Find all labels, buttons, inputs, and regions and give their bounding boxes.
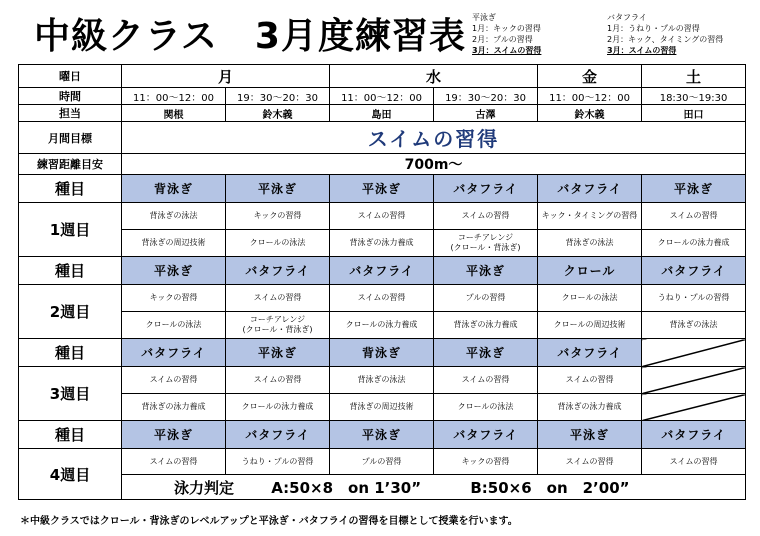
- stroke-label: 種目: [19, 175, 122, 203]
- item-row: [19, 449, 746, 475]
- stroke-cell: 平泳ぎ: [226, 339, 330, 367]
- item-cell: キック・タイミングの習得: [538, 203, 642, 230]
- item-cell: 背泳ぎの泳法: [122, 203, 226, 230]
- item-cell: クロールの泳法: [226, 230, 330, 257]
- coach-cell: 島田: [330, 105, 434, 122]
- item-cell: スイムの習得: [538, 449, 642, 475]
- schedule-table: [18, 64, 746, 500]
- item-cell: スイムの習得: [122, 367, 226, 394]
- stroke-cell: 平泳ぎ: [642, 175, 746, 203]
- goal-label: 月間目標: [19, 122, 122, 154]
- empty-cell: [642, 367, 746, 394]
- coach-cell: 古澤: [434, 105, 538, 122]
- item-cell: スイムの習得: [122, 449, 226, 475]
- stroke-cell: バタフライ: [538, 339, 642, 367]
- stroke-cell: 平泳ぎ: [122, 421, 226, 449]
- stroke-cell: バタフライ: [226, 257, 330, 285]
- legend-item: 1月：キックの習得: [472, 24, 541, 33]
- weekday-label: 曜日: [19, 65, 122, 88]
- item-cell: 背泳ぎの泳法: [538, 230, 642, 257]
- empty-cell: [642, 394, 746, 421]
- item-cell: 背泳ぎの泳法: [642, 312, 746, 339]
- item-cell: コーチアレンジ (クロール・背泳ぎ): [226, 312, 330, 339]
- day-cell: 金: [538, 65, 642, 88]
- item-cell: うねり・プルの習得: [226, 449, 330, 475]
- week-label: 2週目: [19, 285, 122, 339]
- stroke-cell: バタフライ: [642, 421, 746, 449]
- item-cell: スイムの習得: [226, 285, 330, 312]
- legend-title: 平泳ぎ: [472, 13, 496, 22]
- legend-item: 1月：うねり・プルの習得: [607, 24, 700, 33]
- item-cell: クロールの周辺技術: [538, 312, 642, 339]
- stroke-cell: 平泳ぎ: [122, 257, 226, 285]
- item-cell: スイムの習得: [330, 203, 434, 230]
- week-label: 1週目: [19, 203, 122, 257]
- item-cell: クロールの泳法: [434, 394, 538, 421]
- stroke-cell: クロール: [538, 257, 642, 285]
- item-cell: 背泳ぎの泳力養成: [434, 312, 538, 339]
- item-cell: キックの習得: [226, 203, 330, 230]
- stroke-cell: バタフライ: [538, 175, 642, 203]
- time-cell: 19：30～20：30: [434, 88, 538, 105]
- stroke-cell: 平泳ぎ: [538, 421, 642, 449]
- item-cell: うねり・プルの習得: [642, 285, 746, 312]
- time-cell: 11：00～12：00: [538, 88, 642, 105]
- item-cell: 背泳ぎの周辺技術: [330, 394, 434, 421]
- judgement-a: A:50×8 on 1’30”: [271, 478, 422, 497]
- time-row: [19, 88, 746, 105]
- time-cell: 11：00～12：00: [330, 88, 434, 105]
- item-row: [19, 285, 746, 312]
- item-cell: プルの習得: [330, 449, 434, 475]
- stroke-row: [19, 257, 746, 285]
- item-cell: スイムの習得: [642, 449, 746, 475]
- stroke-label: 種目: [19, 257, 122, 285]
- distance-value: 700m～: [122, 154, 746, 175]
- item-cell: コーチアレンジ (クロール・背泳ぎ): [434, 230, 538, 257]
- item-row: [19, 203, 746, 230]
- goal-row: [19, 122, 746, 154]
- swim-judgement: [122, 475, 746, 500]
- stroke-cell: バタフライ: [642, 257, 746, 285]
- time-cell: 18:30～19:30: [642, 88, 746, 105]
- item-row: [19, 230, 746, 257]
- judgement-b: B:50×6 on 2’00”: [470, 478, 630, 497]
- item-cell: プルの習得: [434, 285, 538, 312]
- item-row: [19, 394, 746, 421]
- empty-cell: [642, 339, 746, 367]
- item-cell: 背泳ぎの周辺技術: [122, 230, 226, 257]
- stroke-row: [19, 339, 746, 367]
- time-cell: 19：30～20：30: [226, 88, 330, 105]
- stroke-cell: バタフライ: [122, 339, 226, 367]
- stroke-cell: バタフライ: [434, 421, 538, 449]
- stroke-label: 種目: [19, 421, 122, 449]
- stroke-cell: 平泳ぎ: [330, 175, 434, 203]
- item-cell: クロールの泳力養成: [330, 312, 434, 339]
- item-cell: クロールの泳法: [538, 285, 642, 312]
- stroke-label: 種目: [19, 339, 122, 367]
- stroke-cell: バタフライ: [226, 421, 330, 449]
- stroke-row: [19, 175, 746, 203]
- stroke-cell: 平泳ぎ: [226, 175, 330, 203]
- coach-row: [19, 105, 746, 122]
- item-cell: スイムの習得: [642, 203, 746, 230]
- week-label: 3週目: [19, 367, 122, 421]
- item-cell: クロールの泳力養成: [642, 230, 746, 257]
- legend-title: バタフライ: [607, 13, 647, 22]
- time-cell: 11：00～12：00: [122, 88, 226, 105]
- judgement-row: [19, 475, 746, 500]
- stroke-cell: 平泳ぎ: [434, 339, 538, 367]
- item-row: [19, 367, 746, 394]
- coach-cell: 鈴木義: [538, 105, 642, 122]
- coach-label: 担当: [19, 105, 122, 122]
- item-cell: キックの習得: [434, 449, 538, 475]
- legend-breaststroke: [472, 12, 541, 56]
- stroke-cell: 背泳ぎ: [330, 339, 434, 367]
- page-title: 中級クラス 3月度練習表: [34, 16, 466, 57]
- stroke-cell: 平泳ぎ: [434, 257, 538, 285]
- item-cell: スイムの習得: [226, 367, 330, 394]
- item-cell: 背泳ぎの泳力養成: [330, 230, 434, 257]
- coach-cell: 田口: [642, 105, 746, 122]
- item-cell: スイムの習得: [330, 285, 434, 312]
- legend-butterfly: [607, 12, 723, 56]
- item-cell: スイムの習得: [434, 367, 538, 394]
- legend-item: 2月：キック、タイミングの習得: [607, 35, 724, 44]
- day-cell: 土: [642, 65, 746, 88]
- day-cell: 月: [122, 65, 330, 88]
- stroke-cell: バタフライ: [330, 257, 434, 285]
- stroke-row: [19, 421, 746, 449]
- item-row: [19, 312, 746, 339]
- distance-label: 練習距離目安: [19, 154, 122, 175]
- item-cell: スイムの習得: [434, 203, 538, 230]
- item-cell: キックの習得: [122, 285, 226, 312]
- day-cell: 水: [330, 65, 538, 88]
- item-cell: 背泳ぎの泳法: [330, 367, 434, 394]
- coach-cell: 鈴木義: [226, 105, 330, 122]
- legend-item: 2月：プルの習得: [472, 35, 533, 44]
- item-cell: クロールの泳力養成: [226, 394, 330, 421]
- item-cell: 背泳ぎの泳力養成: [122, 394, 226, 421]
- item-cell: 背泳ぎの泳力養成: [538, 394, 642, 421]
- judgement-label: 泳力判定: [174, 478, 235, 497]
- stroke-cell: 背泳ぎ: [122, 175, 226, 203]
- item-cell: スイムの習得: [538, 367, 642, 394]
- item-cell: クロールの泳法: [122, 312, 226, 339]
- coach-cell: 関根: [122, 105, 226, 122]
- stroke-cell: バタフライ: [434, 175, 538, 203]
- time-label: 時間: [19, 88, 122, 105]
- distance-row: [19, 154, 746, 175]
- legend-item-current: 3月：スイムの習得: [607, 46, 677, 55]
- footnote: ＊中級クラスではクロール・背泳ぎのレベルアップと平泳ぎ・バタフライの習得を目標として授業を行います。: [20, 516, 518, 527]
- stroke-cell: 平泳ぎ: [330, 421, 434, 449]
- legend-item-current: 3月：スイムの習得: [472, 46, 542, 55]
- monthly-goal: スイムの習得: [122, 122, 746, 154]
- weekday-row: [19, 65, 746, 88]
- week-label: 4週目: [19, 449, 122, 500]
